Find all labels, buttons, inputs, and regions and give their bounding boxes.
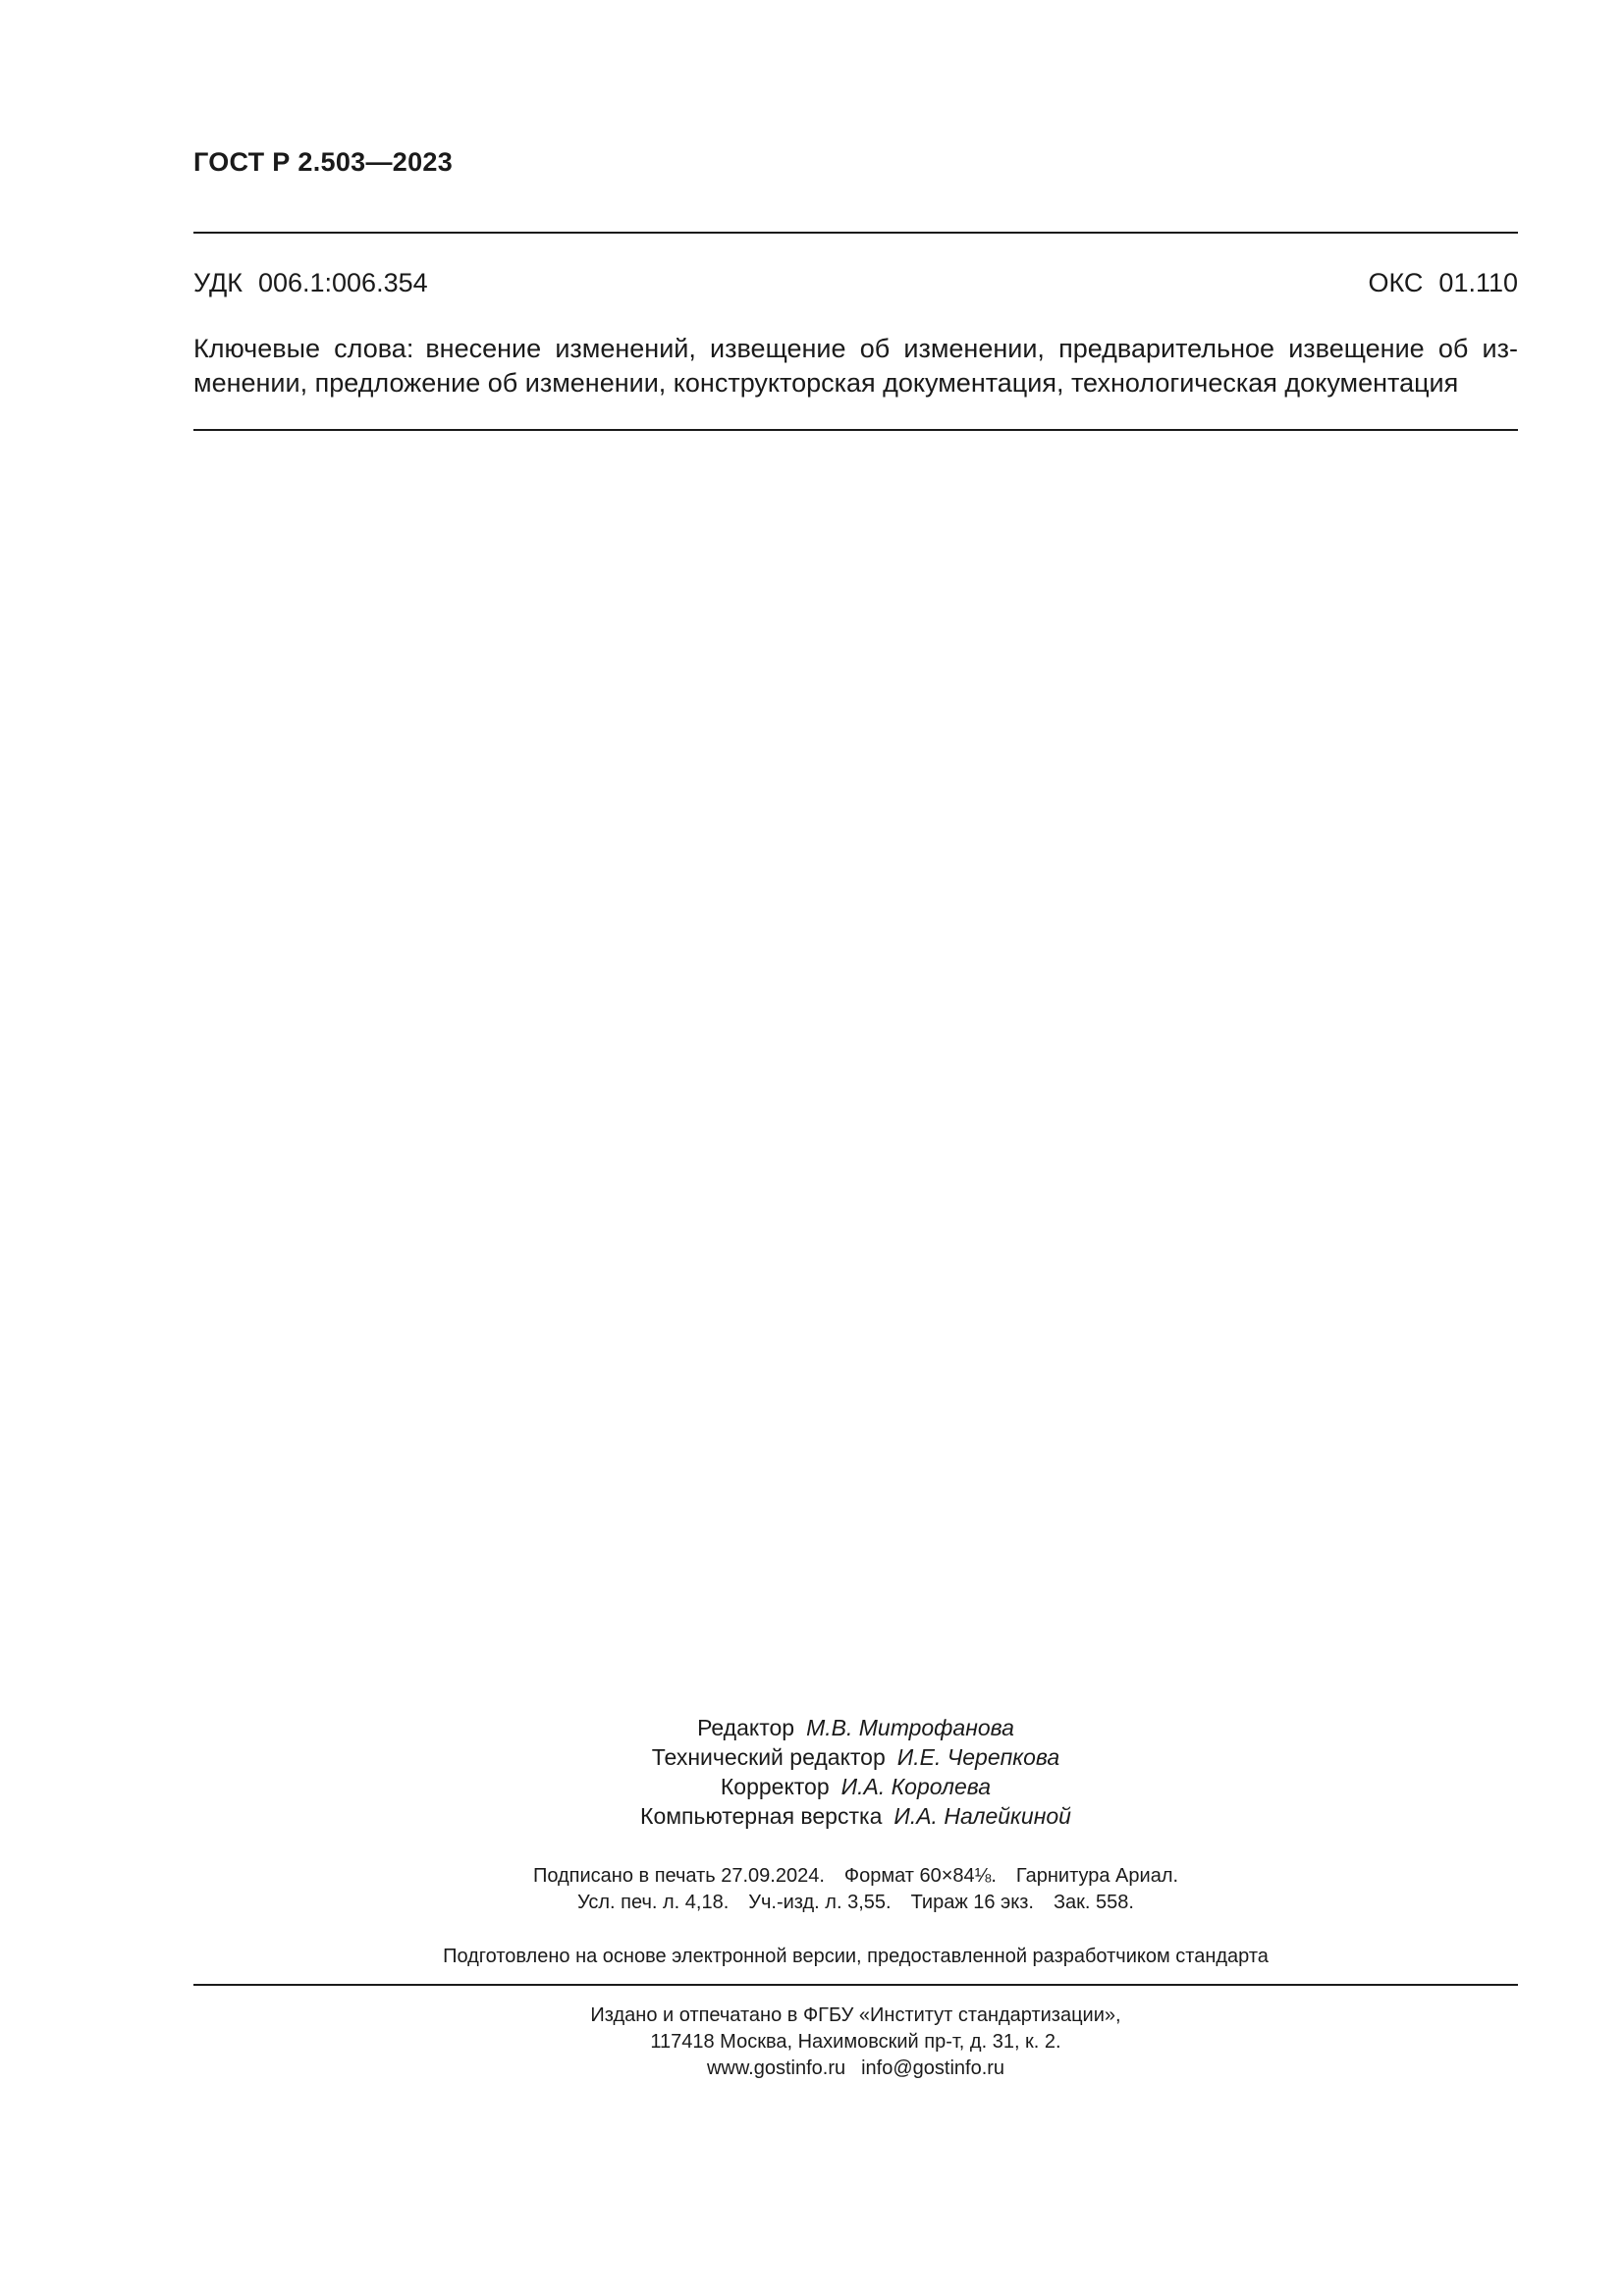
print-details-line-2 xyxy=(193,1890,1518,1916)
prepared-note: Подготовлено на основе электронной версии, предоставленной разработчиком стандарта xyxy=(443,1946,1269,1967)
print-details-line-1 xyxy=(193,1863,1518,1890)
publisher-block xyxy=(193,2002,1518,2082)
publisher-name: Издано и отпечатано в ФГБУ «Институт стандартизации», xyxy=(590,2004,1121,2026)
document-code: ГОСТ Р 2.503—2023 xyxy=(193,147,454,177)
keywords-paragraph xyxy=(193,332,1518,400)
oks-value: 01.110 xyxy=(1438,268,1518,297)
credit-role: Компьютерная верстка xyxy=(640,1803,883,1829)
oks-label: ОКС xyxy=(1368,268,1424,297)
credit-layout xyxy=(193,1801,1518,1831)
credit-name: И.А. Королева xyxy=(840,1774,992,1799)
udk-value: 006.1:006.354 xyxy=(257,268,428,297)
publishing-sheets: Уч.-изд. л. 3,55. xyxy=(748,1892,892,1913)
credit-name: И.А. Налейкиной xyxy=(893,1803,1071,1829)
signed-date: Подписано в печать 27.09.2024. xyxy=(532,1865,825,1887)
credit-role: Редактор xyxy=(697,1715,795,1740)
keywords-text: внесение изменений, извещение об изменении, предварительное извещение об изменении, предложение об изменении, конструкторская документация, технологическая документация xyxy=(193,334,1519,398)
paper-format: Формат 60×84⅛. xyxy=(843,1865,997,1887)
credit-name: И.Е. Черепкова xyxy=(896,1744,1060,1770)
credit-proofreader xyxy=(193,1772,1518,1801)
udk-code xyxy=(193,268,428,298)
print-details xyxy=(193,1863,1518,1916)
print-sheets: Усл. печ. л. 4,18. xyxy=(577,1892,730,1913)
publisher-contacts xyxy=(193,2056,1518,2082)
classification-row xyxy=(193,268,1518,298)
credit-role: Корректор xyxy=(720,1774,830,1799)
credit-name: М.В. Митрофанова xyxy=(806,1715,1014,1740)
print-run: Тираж 16 экз. xyxy=(910,1892,1034,1913)
email-link[interactable]: info@gostinfo.ru xyxy=(861,2057,1005,2079)
publisher-divider xyxy=(193,1984,1518,1986)
top-divider xyxy=(193,232,1518,234)
order-number: Зак. 558. xyxy=(1053,1892,1134,1913)
typeface: Гарнитура Ариал. xyxy=(1015,1865,1179,1887)
credit-role: Технический редактор xyxy=(651,1744,886,1770)
udk-label: УДК xyxy=(193,268,243,297)
keywords-label: Ключевые слова: xyxy=(193,334,414,363)
editorial-credits xyxy=(193,1713,1518,1831)
keywords-divider xyxy=(193,429,1518,431)
website-link[interactable]: www.gostinfo.ru xyxy=(706,2057,846,2079)
credit-editor xyxy=(193,1713,1518,1742)
publisher-address: 117418 Москва, Нахимовский пр-т, д. 31, к. 2. xyxy=(650,2031,1061,2053)
credit-technical-editor xyxy=(193,1742,1518,1772)
oks-code xyxy=(1368,268,1518,298)
